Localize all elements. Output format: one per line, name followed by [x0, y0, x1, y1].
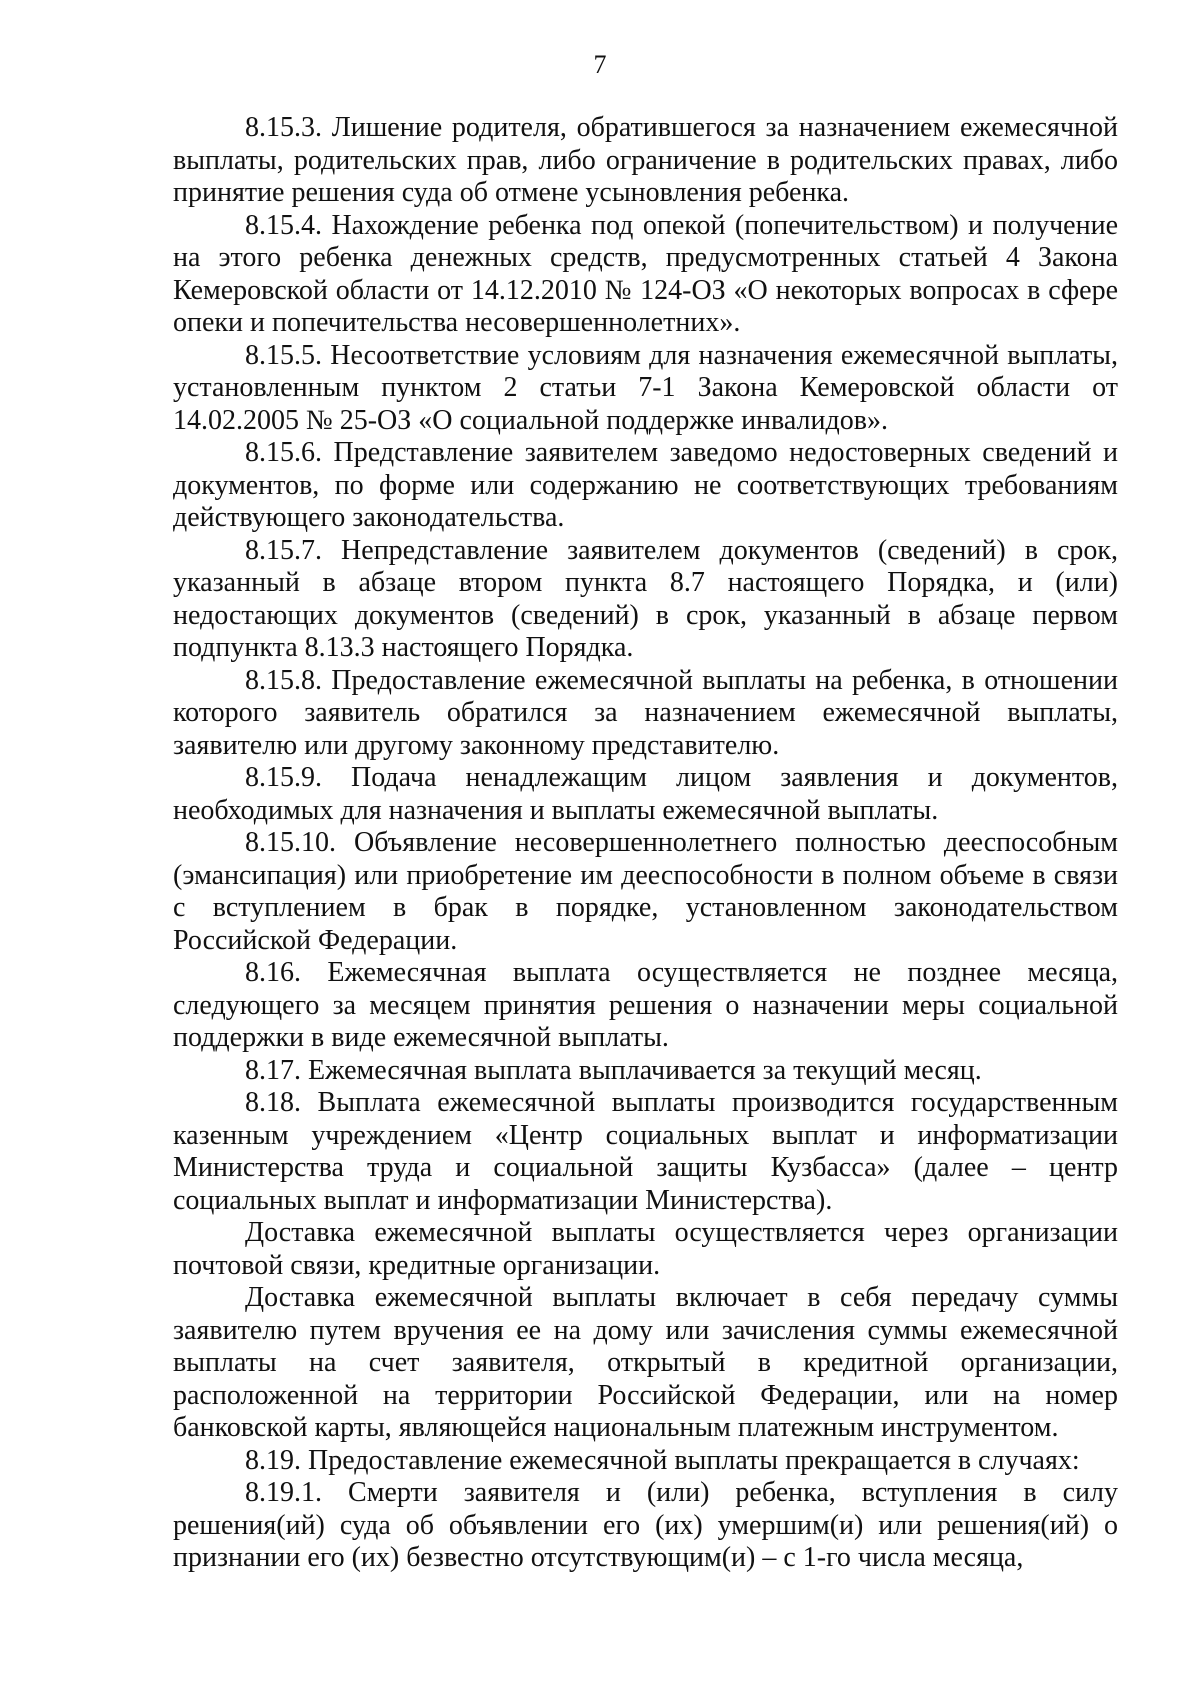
paragraph-delivery-channels: Доставка ежемесячной выплаты осуществляется через организации почтовой связи, кредитные организации.: [173, 1217, 1118, 1281]
paragraph-8-15-6: 8.15.6. Представление заявителем заведомо недостоверных сведений и документов, по форме или содержанию не соответствующих требованиям действующего законодательства.: [173, 437, 1118, 533]
paragraph-8-19: 8.19. Предоставление ежемесячной выплаты прекращается в случаях:: [245, 1444, 1080, 1476]
paragraph-8-15-4: 8.15.4. Нахождение ребенка под опекой (попечительством) и получение на этого ребенка денежных средств, предусмотренных статьей 4 Закона Кемеровской области от 14.12.2010 № 124-ОЗ «О некоторых вопросах в сфере опеки и попечительства несовершеннолетних».: [173, 209, 1118, 338]
paragraph-8-19-1: 8.19.1. Смерти заявителя и (или) ребенка, вступления в силу решения(ий) суда об объявлении его (их) умершим(и) или решения(ий) о признании его (их) безвестно отсутствующим(и) – с 1-го числа месяца,: [173, 1477, 1118, 1573]
paragraph-8-16: 8.16. Ежемесячная выплата осуществляется не позднее месяца, следующего за месяцем принятия решения о назначении меры социальной поддержки в виде ежемесячной выплаты.: [173, 957, 1118, 1053]
paragraph-8-17: 8.17. Ежемесячная выплата выплачивается за текущий месяц.: [245, 1054, 982, 1086]
paragraph-8-15-10: 8.15.10. Объявление несовершеннолетнего полностью дееспособным (эмансипация) или приобретение им дееспособности в полном объеме в связи с вступлением в брак в порядке, установленном законодательством Российской Федерации.: [173, 827, 1118, 956]
paragraph-8-15-7: 8.15.7. Непредставление заявителем документов (сведений) в срок, указанный в абзаце втором пункта 8.7 настоящего Порядка, и (или) недостающих документов (сведений) в срок, указанный в абзаце первом подпункта 8.13.3 настоящего Порядка.: [173, 534, 1118, 663]
paragraph-8-15-8: 8.15.8. Предоставление ежемесячной выплаты на ребенка, в отношении которого заявитель обратился за назначением ежемесячной выплаты, заявителю или другому законному представителю.: [173, 664, 1118, 761]
document-body: [173, 112, 1118, 1575]
paragraph-delivery-method: Доставка ежемесячной выплаты включает в себя передачу суммы заявителю путем вручения ее на дому или зачисления суммы ежемесячной выплаты на счет заявителя, открытый в кредитной организации, расположенной на территории Российской Федерации, или на номер банковской карты, являющейся национальным платежным инструментом.: [173, 1282, 1118, 1443]
page-number: 7: [593, 50, 607, 79]
paragraph-8-18: 8.18. Выплата ежемесячной выплаты производится государственным казенным учреждением «Центр социальных выплат и информатизации Министерства труда и социальной защиты Кузбасса» (далее – центр социальных выплат и информатизации Министерства).: [173, 1087, 1118, 1216]
paragraph-8-15-5: 8.15.5. Несоответствие условиям для назначения ежемесячной выплаты, установленным пунктом 2 статьи 7-1 Закона Кемеровской области от 14.02.2005 № 25-ОЗ «О социальной поддержке инвалидов».: [173, 339, 1118, 436]
paragraph-8-15-3: 8.15.3. Лишение родителя, обратившегося за назначением ежемесячной выплаты, родительских прав, либо ограничение в родительских правах, либо принятие решения суда об отмене усыновления ребенка.: [173, 112, 1118, 208]
paragraph-8-15-9: 8.15.9. Подача ненадлежащим лицом заявления и документов, необходимых для назначения и выплаты ежемесячной выплаты.: [173, 762, 1118, 826]
